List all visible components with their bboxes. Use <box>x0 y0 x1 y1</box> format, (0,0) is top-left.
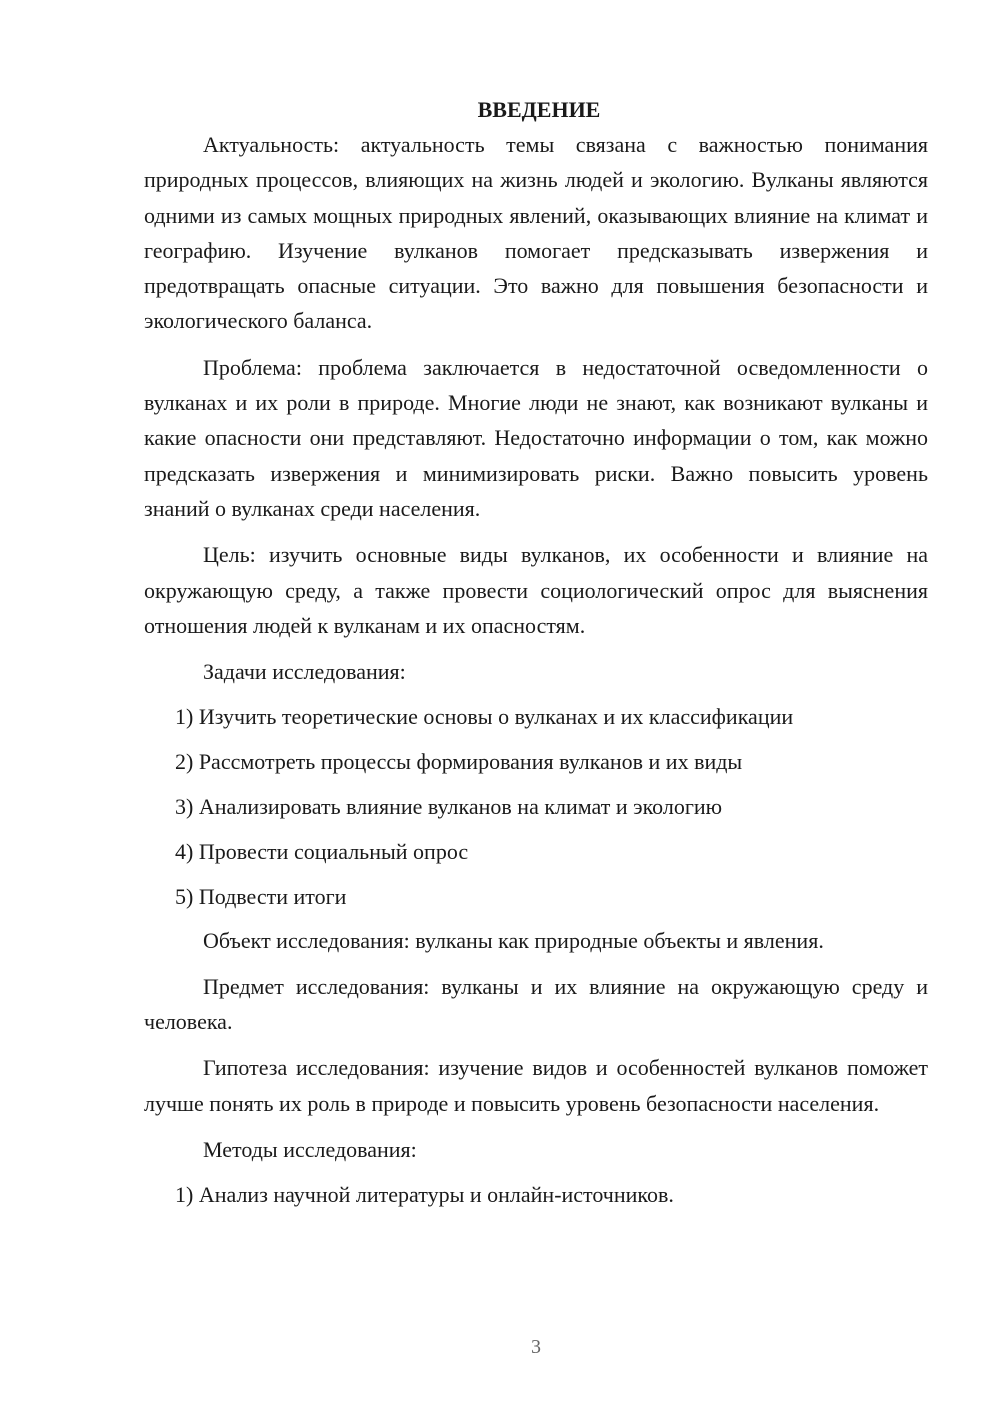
document-page <box>144 94 928 1222</box>
list-item: 4) Провести социальный опрос <box>175 838 469 864</box>
subject-paragraph: Предмет исследования: вулканы и их влияние на окружающую среду и человека. <box>144 973 928 1035</box>
page-number: 3 <box>531 1336 541 1358</box>
object-paragraph: Объект исследования: вулканы как природные объекты и явления. <box>203 928 824 954</box>
section-heading: ВВЕДЕНИЕ <box>477 97 601 122</box>
list-item: 1) Изучить теоретические основы о вулканах и их классификации <box>175 704 794 730</box>
list-item: 3) Анализировать влияние вулканов на климат и экологию <box>175 794 723 820</box>
hypothesis-paragraph: Гипотеза исследования: изучение видов и особенностей вулканов поможет лучше понять их роль в природе и повысить уровень безопасности населения. <box>144 1055 928 1116</box>
relevance-paragraph: Актуальность: актуальность темы связана с важностью понимания природных процессов, влияющих на жизнь людей и экологию. Вулканы являются одними из самых мощных природных явлений, оказывающих влияние на климат и географию. Изучение вулканов помогает предсказывать извержения и предотвращать опасные ситуации. Это важно для повышения безопасности и экологического баланса. <box>144 132 928 334</box>
list-item: 5) Подвести итоги <box>175 883 347 909</box>
goal-paragraph: Цель: изучить основные виды вулканов, их особенности и влияние на окружающую среду, а также провести социологический опрос для выяснения отношения людей к вулканам и их опасностям. <box>144 542 928 638</box>
list-item: 2) Рассмотреть процессы формирования вулканов и их виды <box>175 749 743 775</box>
tasks-list <box>144 699 928 913</box>
tasks-title: Задачи исследования: <box>203 659 406 685</box>
problem-paragraph: Проблема: проблема заключается в недостаточной осведомленности о вулканах и их роли в природе. Многие люди не знают, как возникают вулканы и какие опасности они представляют. Недостаточно информации о том, как можно предсказать извержения и минимизировать риски. Важно повысить уровень знаний о вулканах среди населения. <box>144 354 928 521</box>
list-item: 1) Анализ научной литературы и онлайн-источников. <box>175 1182 674 1208</box>
methods-title: Методы исследования: <box>203 1136 417 1162</box>
methods-list <box>144 1177 928 1212</box>
